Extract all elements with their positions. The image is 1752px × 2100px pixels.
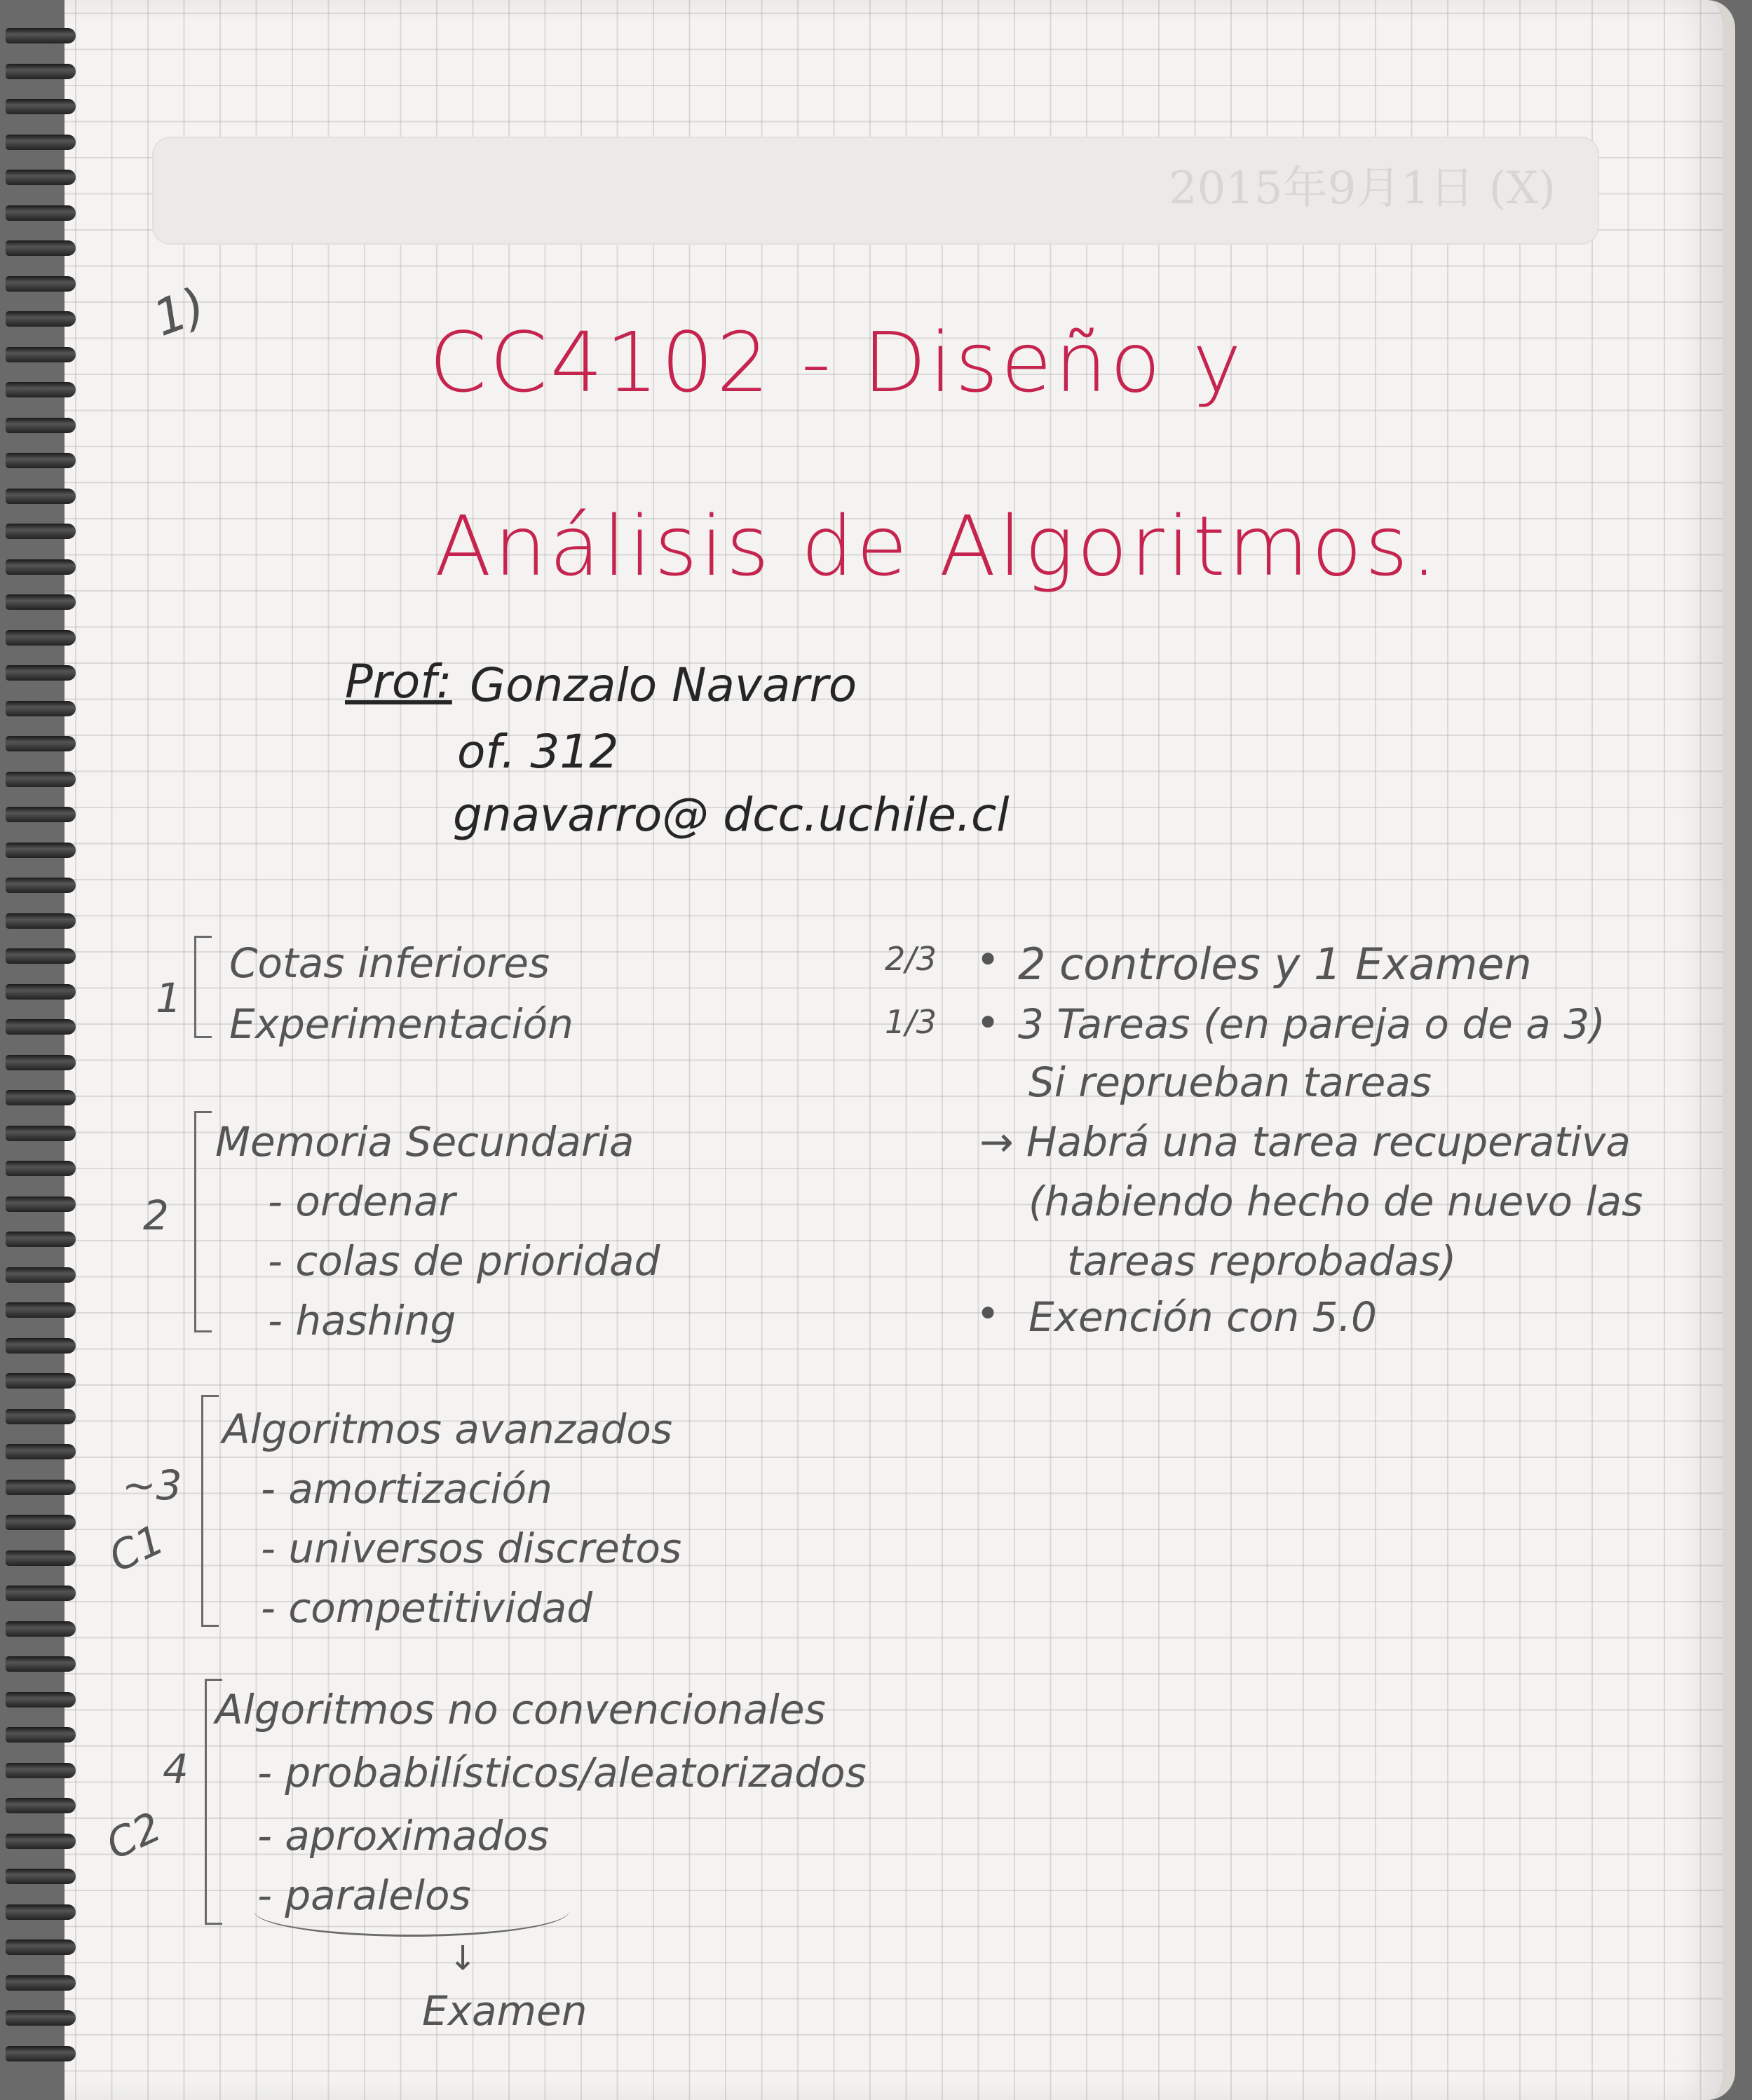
spiral-coil [6,1480,76,1495]
topic-3-item: - competitividad [261,1584,593,1632]
spiral-coil [6,1196,76,1212]
spiral-coil [6,240,76,256]
spiral-coil [6,736,76,751]
spiral-coil [6,1267,76,1283]
spiral-coil [6,878,76,893]
evaluation-line: → Habrá una tarea recuperativa [979,1118,1631,1166]
topic-1-item: Cotas inferiores [229,939,550,987]
topic-3-number: ~3 [122,1461,182,1509]
topic-4-number: 4 [163,1745,189,1793]
spiral-coil [6,28,76,43]
spiral-coil [6,1444,76,1459]
spiral-coil [6,99,76,114]
weight-two-thirds: 2/3 [885,940,937,978]
spiral-coil [6,64,76,79]
bullet: • [976,1290,1000,1337]
spiral-coil [6,1338,76,1354]
title-line-1: CC4102 - Diseño y [429,314,1244,411]
topic-2-item: - hashing [268,1297,456,1344]
weight-one-third: 1/3 [885,1003,937,1041]
spiral-coil [6,948,76,964]
topic-4-underline-arc [254,1886,569,1937]
bleed-through-text [247,364,257,404]
spiral-coil [6,489,76,504]
spiral-coil [6,1055,76,1070]
spiral-coil [6,311,76,327]
spiral-coil [6,701,76,716]
spiral-coil [6,2046,76,2061]
spiral-coil [6,1126,76,1141]
prof-email: gnavarro@ dcc.uchile.cl [453,788,1010,842]
topic-1-number: 1 [156,974,182,1022]
spiral-coil [6,2010,76,2026]
spiral-coil [6,1161,76,1176]
notebook-page [64,0,1735,2100]
spiral-coil [6,1692,76,1707]
topic-2-number: 2 [143,1192,169,1239]
header-date: 2015年9月1日 (X) [1168,163,1556,214]
exam-arrow: ↓ [449,1939,477,1978]
spiral-coil [6,1302,76,1318]
topic-4-item: - paralelos [257,1871,471,1919]
spiral-coil [6,630,76,646]
spiral-coil [6,1550,76,1566]
spiral-coil [6,984,76,1000]
topic-3-item: Algoritmos avanzados [222,1405,673,1453]
bullet: • [976,936,1000,983]
evaluation-line: 3 Tareas (en pareja o de a 3) [1018,1000,1605,1048]
topic-1-bracket [194,936,212,1038]
evaluation-line: Si reprueban tareas [1028,1058,1432,1106]
spiral-coil [6,1763,76,1778]
spiral-coil [6,913,76,929]
topic-2-item: - ordenar [268,1178,456,1225]
spiral-coil [6,1869,76,1884]
evaluation-line: tareas reprobadas) [1067,1237,1457,1285]
spiral-coil [6,1586,76,1601]
topic-4-side-note: C2 [99,1802,169,1869]
spiral-coil [6,1409,76,1424]
spiral-coil [6,276,76,292]
topic-4-item: - aproximados [257,1812,550,1860]
spiral-coil [6,1515,76,1530]
spiral-coil [6,772,76,787]
spiral-coil [6,1090,76,1105]
topic-4-item: - probabilísticos/aleatorizados [257,1749,867,1796]
evaluation-line: (habiendo hecho de nuevo las [1028,1178,1643,1225]
spiral-coil [6,843,76,858]
spiral-coil [6,1019,76,1035]
topic-3-bracket [201,1395,219,1627]
topic-3-item: - amortización [261,1465,552,1513]
spiral-coil [6,453,76,468]
topic-1-item: Experimentación [229,1000,573,1048]
spiral-coil [6,1939,76,1955]
corner-mark: 1) [146,276,213,348]
topic-2-bracket [194,1111,212,1332]
spiral-coil [6,1373,76,1389]
spiral-coil [6,1975,76,1991]
spiral-coil [6,1798,76,1813]
spiral-coil [6,1656,76,1672]
spiral-coil [6,559,76,575]
prof-name: Gonzalo Navarro [470,658,857,712]
prof-office: of. 312 [457,725,619,779]
spiral-coil [6,1904,76,1920]
topic-2-item: - colas de prioridad [268,1237,660,1285]
topic-4-item: Algoritmos no convencionales [215,1686,826,1733]
evaluation-line: 2 controles y 1 Examen [1018,939,1532,990]
spiral-coil [6,1621,76,1637]
spiral-coil [6,1834,76,1849]
bullet: • [976,999,1000,1046]
spiral-coil [6,665,76,681]
spiral-binding [0,28,84,2089]
spiral-coil [6,418,76,433]
spiral-coil [6,594,76,610]
topic-2-item: Memoria Secundaria [215,1118,634,1166]
spiral-coil [6,205,76,221]
title-line-2: Análisis de Algoritmos. [435,498,1440,594]
spiral-coil [6,170,76,185]
evaluation-line: Exención con 5.0 [1028,1293,1377,1341]
spiral-coil [6,1727,76,1743]
spiral-coil [6,347,76,362]
spiral-coil [6,135,76,150]
exam-note: Examen [422,1987,588,2035]
spiral-coil [6,524,76,539]
spiral-coil [6,807,76,822]
topic-3-side-note: C1 [102,1515,172,1582]
prof-label: Prof: [345,655,452,709]
spiral-coil [6,382,76,397]
spiral-coil [6,1232,76,1247]
topic-3-item: - universos discretos [261,1525,682,1572]
header-band [152,137,1599,245]
